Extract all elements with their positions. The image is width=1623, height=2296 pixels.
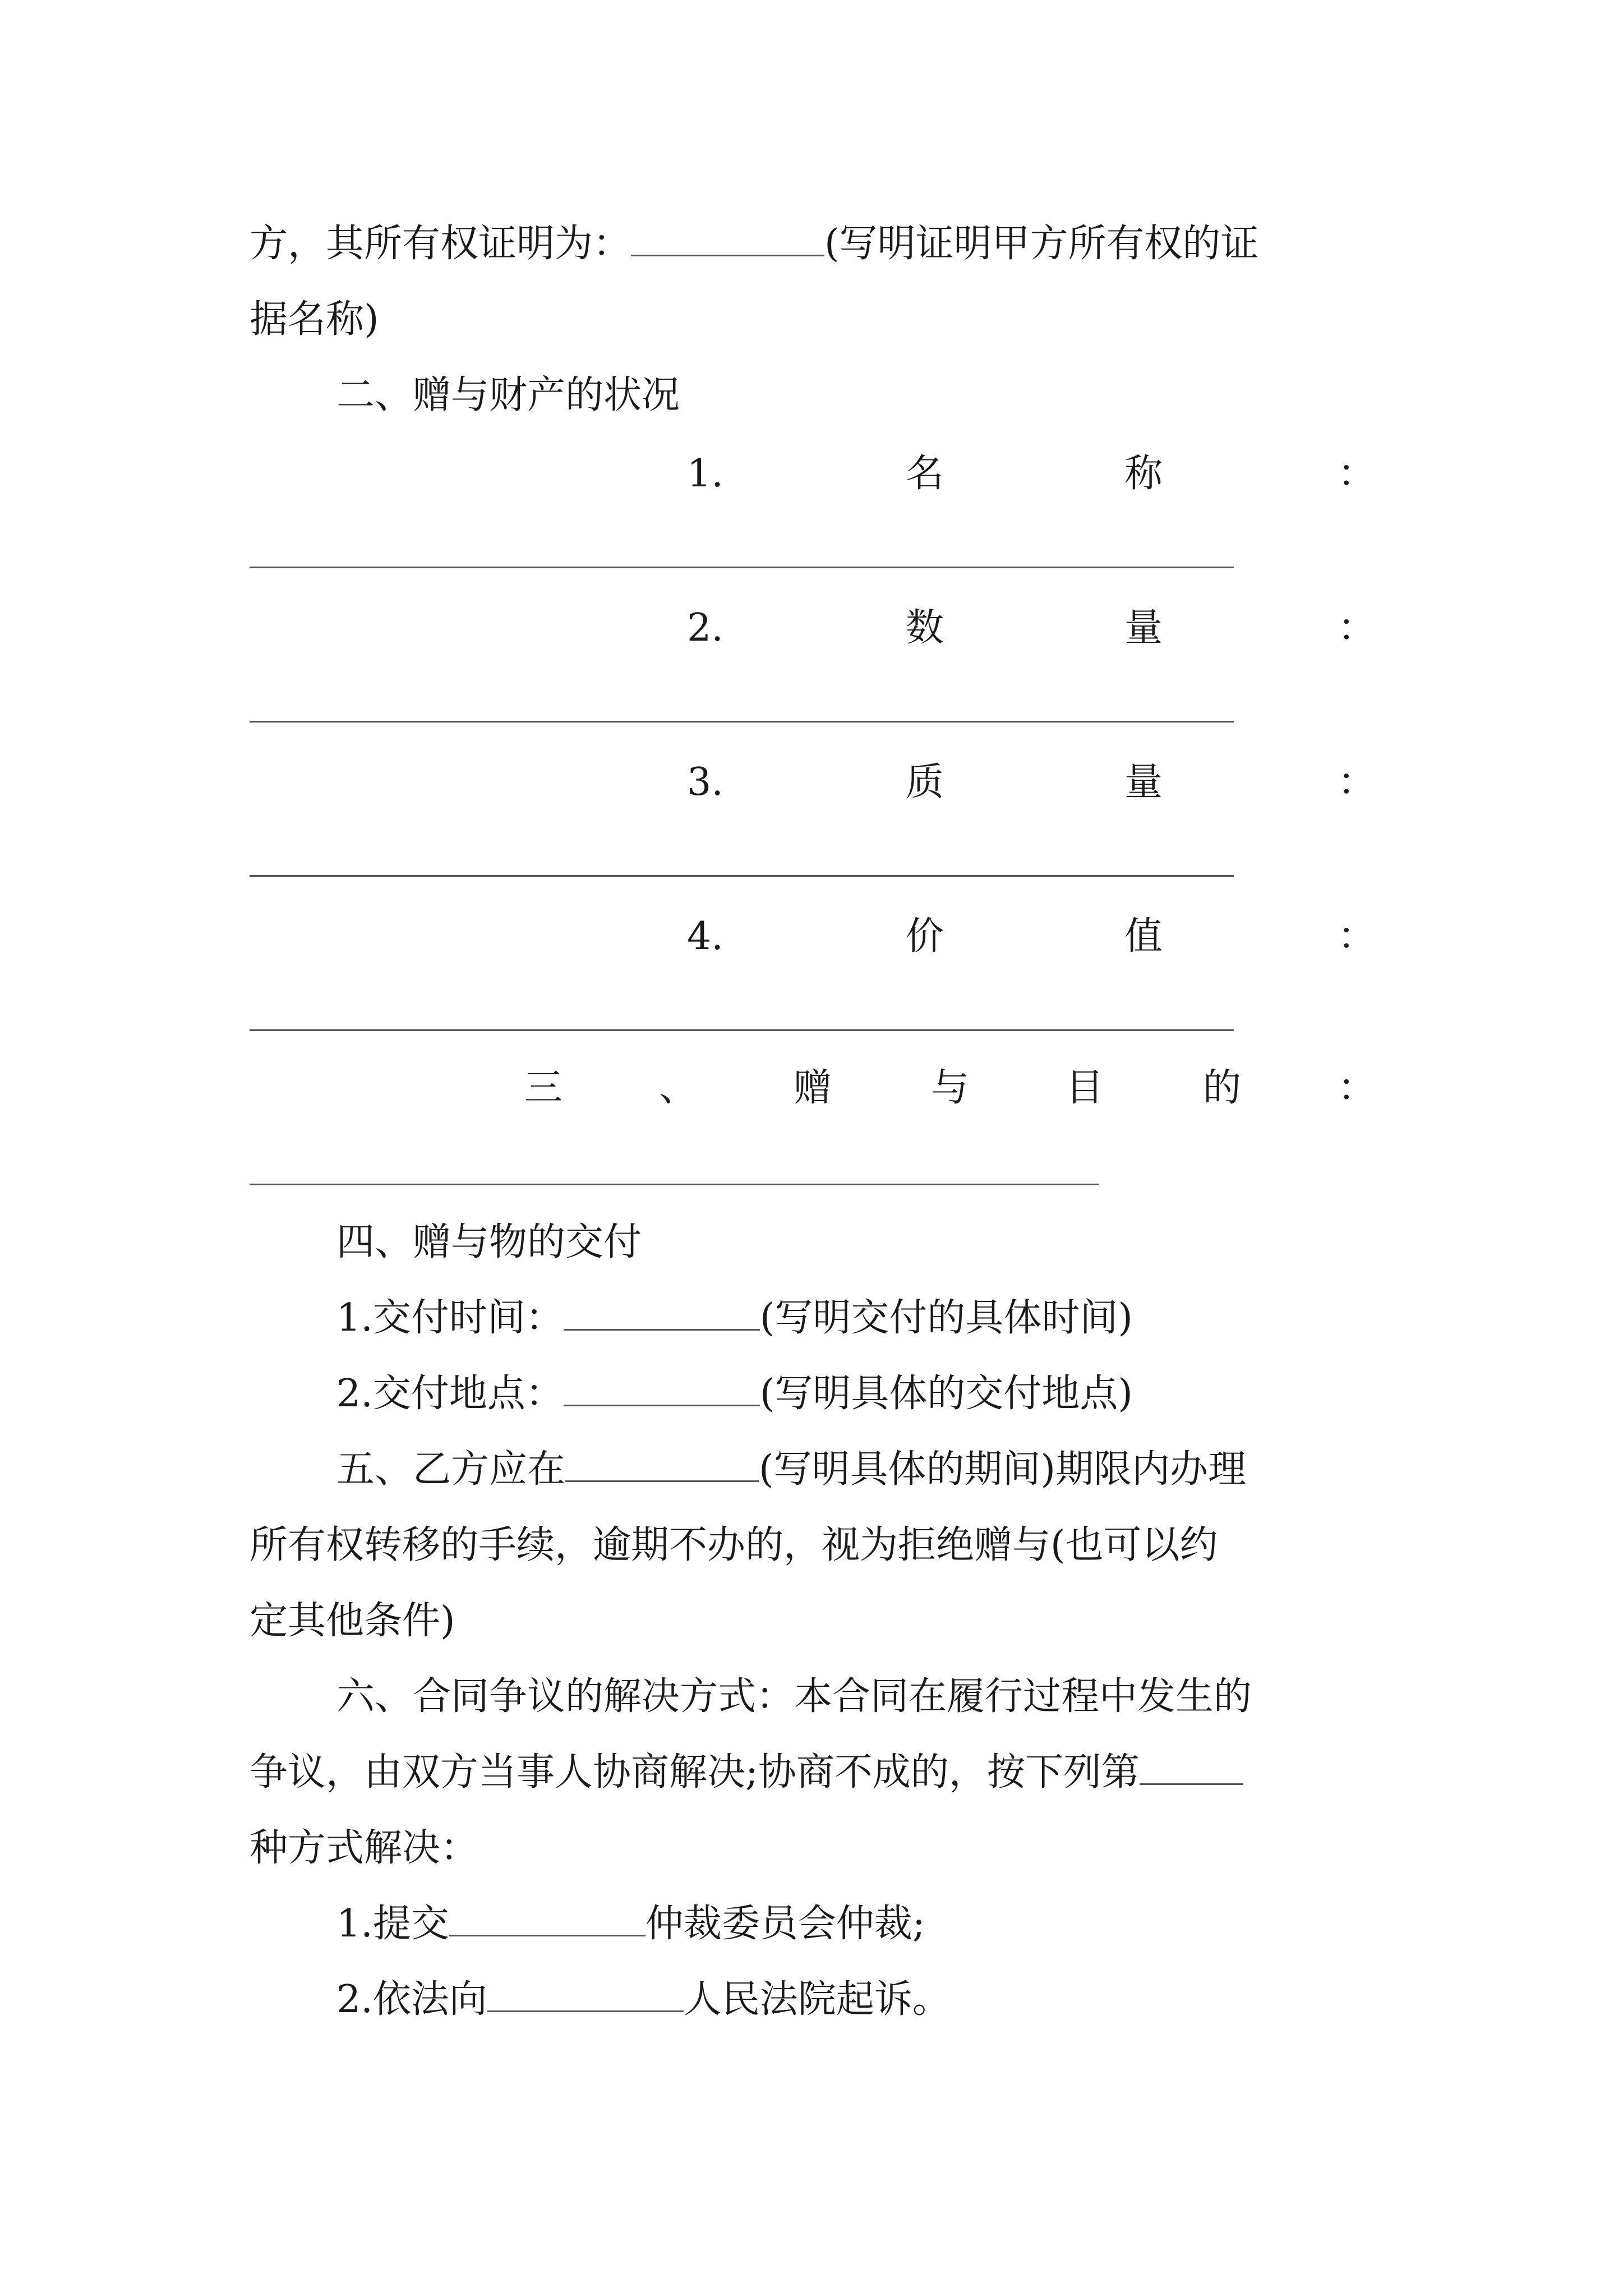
section-3-char-4: 与	[931, 1066, 970, 1110]
section-5-blank	[565, 1480, 759, 1482]
section-6-line-2	[250, 1745, 1243, 1801]
section-3-char-2: 、	[659, 1066, 698, 1110]
item-3-number: 3.	[687, 760, 723, 804]
delivery-place-line	[336, 1366, 1133, 1422]
item-1-colon: ：	[1338, 452, 1376, 496]
delivery-time-label: 1.交付时间：	[336, 1296, 564, 1340]
section-4-heading: 四、赠与物的交付	[336, 1220, 642, 1264]
ownership-note: (写明证明甲方所有权的证	[824, 222, 1259, 266]
section-3-char-6: 的	[1203, 1066, 1242, 1110]
section-5-line-2: 所有权转移的手续，逾期不办的，视为拒绝赠与(也可以约	[250, 1523, 1218, 1567]
section-3-fill-line	[250, 1184, 1099, 1185]
item-2-char-1: 数	[906, 606, 944, 650]
item-2-fill-line	[250, 721, 1234, 723]
section-5-text-a: 五、乙方应在	[336, 1447, 566, 1492]
option-1-blank	[449, 1934, 645, 1936]
option-2-blank	[487, 2010, 684, 2012]
option-2-text-a: 2.依法向	[336, 1977, 487, 2022]
section-6-text-b: 争议，由双方当事人协商解决;协商不成的，按下列第	[250, 1750, 1140, 1795]
delivery-time-note: (写明交付的具体时间)	[759, 1296, 1133, 1340]
delivery-time-line	[336, 1290, 1133, 1346]
section-2-heading: 二、赠与财产的状况	[336, 373, 680, 417]
paragraph-ownership-cont: 据名称)	[250, 297, 379, 342]
item-2-number: 2.	[687, 606, 723, 650]
item-3-char-1: 质	[906, 760, 944, 804]
option-1-text-a: 1.提交	[336, 1902, 449, 1946]
delivery-place-label: 2.交付地点：	[336, 1372, 564, 1416]
item-1-char-1: 名	[906, 452, 944, 496]
option-1-text-b: 仲裁委员会仲裁;	[645, 1902, 925, 1946]
delivery-place-blank	[564, 1404, 760, 1406]
option-2-line	[336, 1972, 951, 2028]
section-6-blank	[1140, 1783, 1243, 1785]
option-1-line	[336, 1896, 925, 1952]
item-1-number: 1.	[687, 452, 723, 496]
item-4-colon: ：	[1338, 914, 1376, 959]
item-3-colon: ：	[1338, 760, 1376, 804]
item-4-char-2: 值	[1124, 914, 1163, 959]
delivery-time-blank	[564, 1328, 760, 1331]
item-2-char-2: 量	[1124, 606, 1163, 650]
section-3-colon: ：	[1338, 1066, 1376, 1110]
item-4-char-1: 价	[906, 914, 944, 959]
item-4-number: 4.	[687, 914, 723, 959]
delivery-place-note: (写明具体的交付地点)	[759, 1372, 1133, 1416]
ownership-blank	[631, 254, 824, 256]
section-3-char-3: 赠	[794, 1066, 832, 1110]
item-1-fill-line	[250, 567, 1234, 568]
section-5-line-3: 定其他条件)	[250, 1599, 455, 1643]
item-1-char-2: 称	[1124, 452, 1163, 496]
section-6-line-1: 六、合同争议的解决方式：本合同在履行过程中发生的	[336, 1674, 1252, 1719]
section-5-line-1	[336, 1442, 1246, 1498]
section-5-text-b: (写明具体的期间)期限内办理	[759, 1447, 1247, 1492]
ownership-text: 方，其所有权证明为：	[250, 222, 631, 266]
section-3-char-5: 目	[1066, 1066, 1104, 1110]
section-6-line-3: 种方式解决：	[250, 1826, 479, 1870]
paragraph-ownership	[250, 216, 1259, 272]
option-2-text-b: 人民法院起诉。	[683, 1977, 951, 2022]
item-3-fill-line	[250, 875, 1234, 877]
item-4-fill-line	[250, 1029, 1234, 1031]
item-3-char-2: 量	[1124, 760, 1163, 804]
section-3-char-1: 三	[524, 1066, 563, 1110]
item-2-colon: ：	[1338, 606, 1376, 650]
